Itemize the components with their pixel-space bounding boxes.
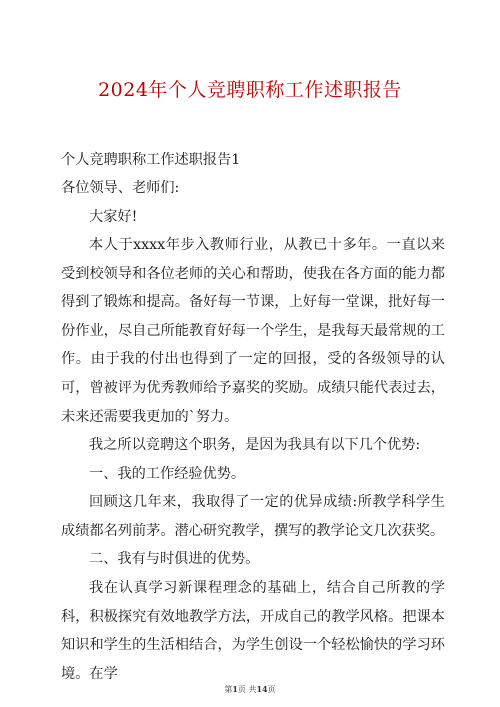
footer-prefix: 第 [224, 685, 233, 694]
salutation: 各位领导、老师们: [61, 180, 180, 196]
footer-total-pages: 14 [256, 684, 268, 694]
report-subtitle: 个人竞聘职称工作述职报告1 [61, 152, 241, 168]
footer-suffix: 页 [267, 685, 276, 694]
paragraph-reason: 我之所以竞聘这个职务，是因为我具有以下几个优势: [89, 437, 421, 453]
greeting: 大家好! [89, 209, 138, 225]
paragraph-experience: 回顾这几年来，我取得了一定的优异成绩:所教学科学生成绩都名列前茅。潜心研究教学，撰写的教学论文几次获奖。 [61, 494, 445, 539]
paragraph-introduction: 本人于xxxx年步入教师行业，从教已十多年。一直以来受到校领导和各位老师的关心和帮助，使我在各方面的能力都得到了锻炼和提高。备好每一节课，上好每一堂课，批好每一份作业，尽自己所能教育好每一个学生，是我每天最常规的工作。由于我的付出也得到了一定的回报，受的各级领导的认可，曾被评为优秀教师给予嘉奖的奖励。成绩只能代表过去，未来还需要我更加的`努力。 [61, 237, 445, 425]
document-title: 2024年个人竞聘职称工作述职报告 [98, 79, 402, 101]
footer-middle: 页 共 [237, 685, 257, 694]
heading-progress: 二、我有与时俱进的优势。 [89, 551, 260, 567]
heading-experience: 一、我的工作经验优势。 [89, 466, 246, 482]
page-footer [0, 684, 500, 695]
footer-page-number: 1 [232, 684, 238, 694]
paragraph-progress: 我在认真学习新课程理念的基础上，结合自己所教的学科，积极探究有效地教学方法，开成自己的教学风格。把课本知识和学生的生活相结合，为学生创设一个轻松愉快的学习环境。在学 [61, 580, 445, 682]
